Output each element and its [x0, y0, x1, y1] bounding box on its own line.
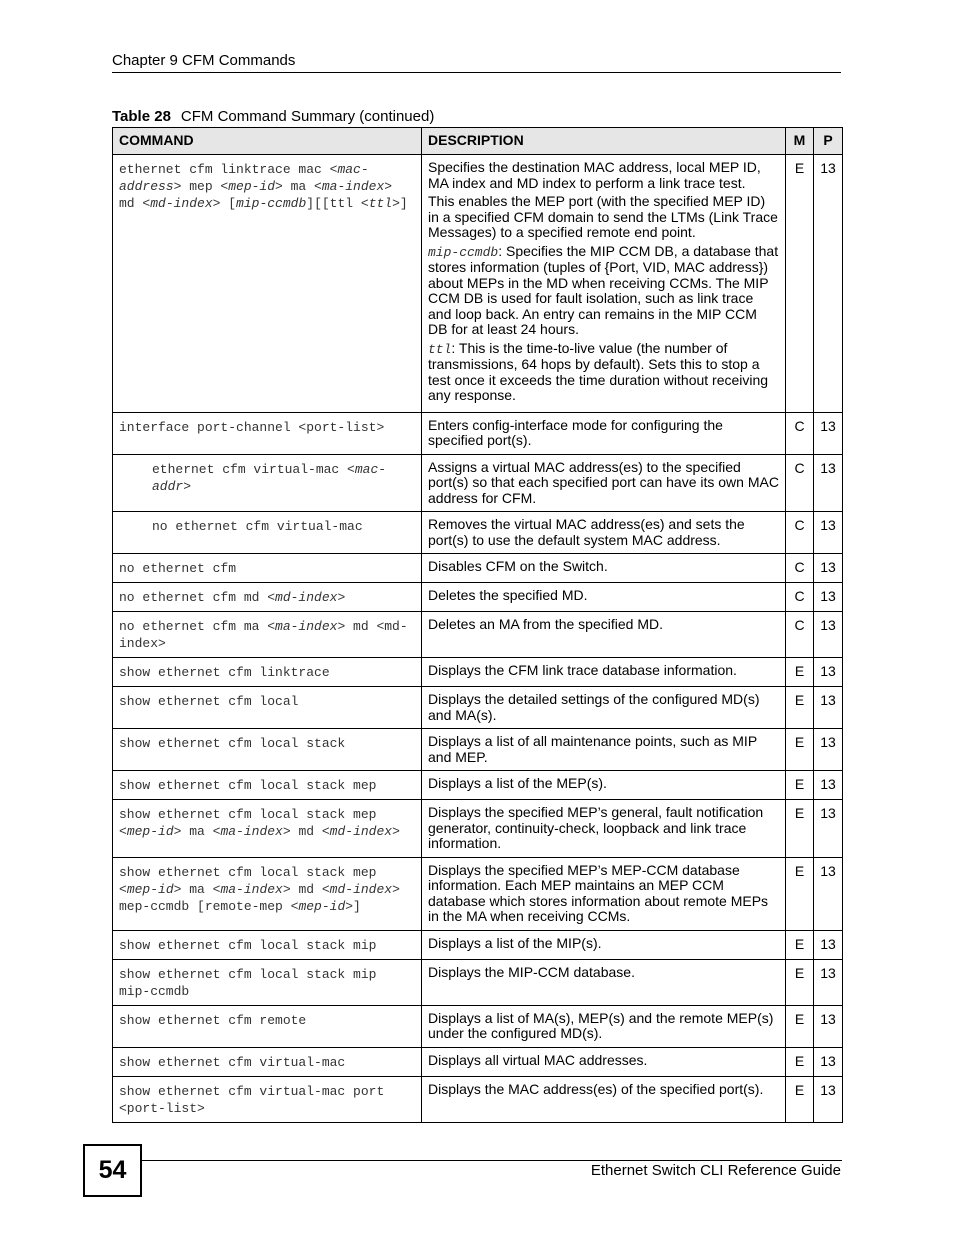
description-text: Specifies the destination MAC address, local MEP ID, MA index and MD index to perform a link trace test. — [428, 159, 761, 191]
table-caption-label: Table 28 — [112, 108, 171, 125]
col-header-p: P — [814, 128, 843, 155]
command-cell: show ethernet cfm virtual-mac — [113, 1047, 422, 1076]
p-cell: 13 — [814, 612, 843, 658]
m-cell: E — [786, 1076, 814, 1122]
description-cell: Displays a list of the MIP(s). — [422, 930, 786, 959]
description-cell: Deletes an MA from the specified MD. — [422, 612, 786, 658]
description-cell: Displays the detailed settings of the configured MD(s) and MA(s). — [422, 687, 786, 729]
m-cell: E — [786, 729, 814, 771]
m-cell: E — [786, 771, 814, 800]
col-header-command: COMMAND — [113, 128, 422, 155]
m-cell: E — [786, 687, 814, 729]
description-cell: Disables CFM on the Switch. — [422, 554, 786, 583]
command-cell: ethernet cfm virtual-mac <mac-addr> — [113, 454, 422, 512]
table-row — [113, 512, 843, 554]
table-header-row — [113, 128, 843, 155]
m-cell: C — [786, 612, 814, 658]
inline-code: mip-ccmdb — [428, 244, 499, 260]
p-cell: 13 — [814, 412, 843, 454]
description-cell: Displays the CFM link trace database information. — [422, 658, 786, 687]
table-row — [113, 658, 843, 687]
m-cell: E — [786, 930, 814, 959]
p-cell: 13 — [814, 857, 843, 930]
table-row — [113, 1005, 843, 1047]
table-row — [113, 412, 843, 454]
description-text-part: : This is the time-to-live value (the number of transmissions, 64 hops by default). Sets this to stop a test once it exceeds the time duration without receiving any response. — [428, 339, 769, 403]
table-row — [113, 1076, 843, 1122]
guide-title: Ethernet Switch CLI Reference Guide — [590, 1162, 841, 1179]
col-header-m: M — [786, 128, 814, 155]
p-cell: 13 — [814, 1005, 843, 1047]
command-cell: show ethernet cfm local stack — [113, 729, 422, 771]
m-cell: C — [786, 583, 814, 612]
inline-code: ttl — [428, 341, 452, 357]
command-cell: show ethernet cfm linktrace — [113, 658, 422, 687]
table-row — [113, 930, 843, 959]
table-row — [113, 583, 843, 612]
m-cell: E — [786, 155, 814, 413]
description-cell: Assigns a virtual MAC address(es) to the specified port(s) so that each specified port can have its own MAC address for CFM. — [422, 454, 786, 512]
command-cell: no ethernet cfm virtual-mac — [113, 512, 422, 554]
description-cell: Displays the MAC address(es) of the specified port(s). — [422, 1076, 786, 1122]
description-cell: Displays the specified MEP’s MEP-CCM database information. Each MEP maintains an MEP CCM database which stores information about remote MEPs in the MA when receiving CCMs. — [422, 857, 786, 930]
command-cell: show ethernet cfm local stack mep <mep-id> ma <ma-index> md <md-index> — [113, 800, 422, 858]
description-text-part: : Specifies the MIP CCM DB, a database that stores information (tuples of {Port, VID, MAC address}) about MEPs in the MD when receiving CCMs. The MIP CCM DB is used for fault isolation, such as link trace and loop back. An entry can remains in the MIP CCM DB for at least 24 hours. — [428, 242, 779, 337]
command-cell: show ethernet cfm local — [113, 687, 422, 729]
table-row — [113, 687, 843, 729]
command-cell: show ethernet cfm local stack mep — [113, 771, 422, 800]
command-cell: no ethernet cfm md <md-index> — [113, 583, 422, 612]
footer-rule — [140, 1160, 842, 1161]
p-cell: 13 — [814, 800, 843, 858]
command-cell: show ethernet cfm remote — [113, 1005, 422, 1047]
m-cell: C — [786, 512, 814, 554]
p-cell: 13 — [814, 583, 843, 612]
m-cell: C — [786, 554, 814, 583]
p-cell: 13 — [814, 729, 843, 771]
command-cell: show ethernet cfm local stack mip mip-ccmdb — [113, 959, 422, 1005]
p-cell: 13 — [814, 512, 843, 554]
description-text — [428, 341, 779, 404]
table-row — [113, 554, 843, 583]
p-cell: 13 — [814, 554, 843, 583]
command-cell: no ethernet cfm ma <ma-index> md <md-index> — [113, 612, 422, 658]
description-text — [428, 244, 779, 338]
p-cell: 13 — [814, 687, 843, 729]
m-cell: E — [786, 1005, 814, 1047]
p-cell: 13 — [814, 959, 843, 1005]
table-caption-title: CFM Command Summary (continued) — [180, 108, 435, 125]
description-cell: Displays a list of the MEP(s). — [422, 771, 786, 800]
m-cell: E — [786, 800, 814, 858]
table-row — [113, 1047, 843, 1076]
command-cell: interface port-channel <port-list> — [113, 412, 422, 454]
description-cell — [422, 155, 786, 413]
table-caption — [112, 108, 434, 125]
m-cell: C — [786, 454, 814, 512]
command-cell: show ethernet cfm local stack mip — [113, 930, 422, 959]
description-cell: Deletes the specified MD. — [422, 583, 786, 612]
description-text: This enables the MEP port (with the specified MEP ID) in a specified CFM domain to send the LTMs (Link Trace Messages) to a specified remote end point. — [428, 193, 778, 240]
p-cell: 13 — [814, 1076, 843, 1122]
p-cell: 13 — [814, 658, 843, 687]
table-row — [113, 771, 843, 800]
description-cell: Displays a list of MA(s), MEP(s) and the remote MEP(s) under the configured MD(s). — [422, 1005, 786, 1047]
command-cell: ethernet cfm linktrace mac <mac-address> mep <mep-id> ma <ma-index> md <md-index> [mip-ccmdb][[ttl <ttl>] — [113, 155, 422, 413]
m-cell: E — [786, 1047, 814, 1076]
m-cell: E — [786, 959, 814, 1005]
p-cell: 13 — [814, 930, 843, 959]
table-row — [113, 800, 843, 858]
m-cell: E — [786, 857, 814, 930]
p-cell: 13 — [814, 454, 843, 512]
command-cell: show ethernet cfm virtual-mac port <port-list> — [113, 1076, 422, 1122]
description-cell: Displays the MIP-CCM database. — [422, 959, 786, 1005]
page-number: 54 — [83, 1144, 142, 1197]
p-cell: 13 — [814, 155, 843, 413]
command-cell: show ethernet cfm local stack mep <mep-id> ma <ma-index> md <md-index> mep-ccmdb [remote-mep <mep-id>] — [113, 857, 422, 930]
m-cell: C — [786, 412, 814, 454]
description-cell: Removes the virtual MAC address(es) and sets the port(s) to use the default system MAC address. — [422, 512, 786, 554]
col-header-description: DESCRIPTION — [422, 128, 786, 155]
m-cell: E — [786, 658, 814, 687]
table-row — [113, 612, 843, 658]
table-row — [113, 454, 843, 512]
command-summary-table — [112, 127, 843, 1123]
command-cell: no ethernet cfm — [113, 554, 422, 583]
table-row — [113, 959, 843, 1005]
table-row — [113, 729, 843, 771]
description-cell: Displays a list of all maintenance points, such as MIP and MEP. — [422, 729, 786, 771]
table-row — [113, 155, 843, 413]
p-cell: 13 — [814, 771, 843, 800]
description-cell: Enters config-interface mode for configuring the specified port(s). — [422, 412, 786, 454]
p-cell: 13 — [814, 1047, 843, 1076]
header-rule — [112, 72, 841, 73]
table-row — [113, 857, 843, 930]
description-cell: Displays all virtual MAC addresses. — [422, 1047, 786, 1076]
chapter-header: Chapter 9 CFM Commands — [112, 52, 296, 69]
description-cell: Displays the specified MEP’s general, fault notification generator, continuity-check, loopback and link trace information. — [422, 800, 786, 858]
